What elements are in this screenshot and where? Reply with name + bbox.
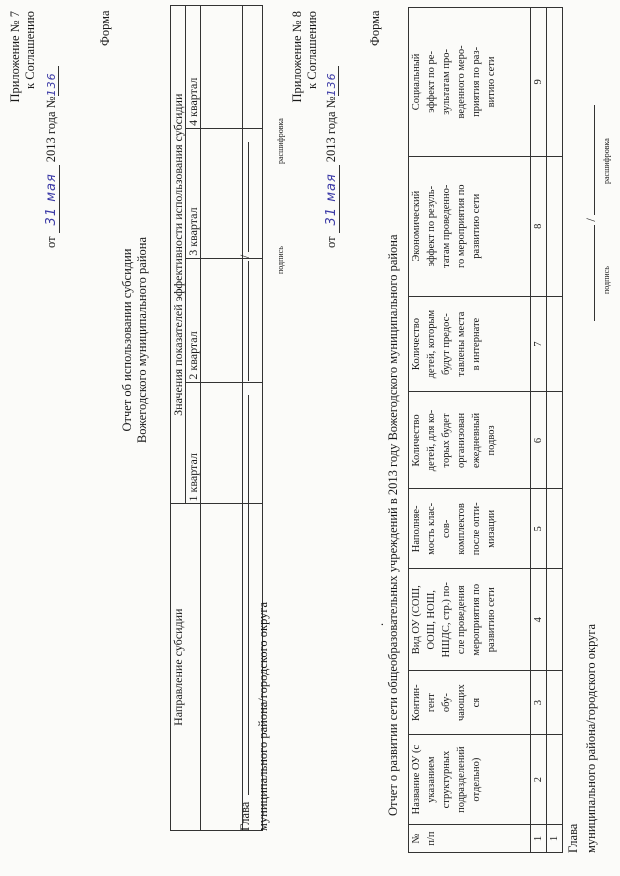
report2-header-cell — [409, 825, 531, 853]
appendix7-block — [8, 11, 38, 176]
report2-column-number: 5 — [531, 489, 547, 569]
report2-header-text: Вид ОУ (СОШ, — [411, 585, 422, 655]
report2-header-cell — [409, 392, 531, 489]
report2-cell — [547, 296, 563, 392]
report1-title-line1: Отчет об использовании субсидии — [120, 248, 134, 432]
report2-header-text: мероприятия по — [471, 583, 482, 656]
report2-cell — [547, 735, 563, 825]
report1-sign-rasshifrovka-line — [248, 142, 249, 252]
report2-column-number: 2 — [531, 735, 547, 825]
report2-header-text: детей, которым — [426, 309, 437, 379]
report2-header-text: в интернате — [471, 317, 482, 371]
report2-header-text: № — [411, 833, 422, 844]
appendix8-date — [324, 66, 340, 248]
report2-sign-head-line2: муниципального района/городского округа — [584, 623, 598, 853]
report2-sign-podpis: подпись — [602, 266, 611, 294]
report2-header-text: НШДС, стр.) по- — [441, 582, 452, 658]
report2-header-text: Социальный — [411, 53, 422, 111]
report2-column-number: 4 — [531, 569, 547, 671]
appendix8-line1: Приложение № 8 — [290, 11, 304, 103]
report1-signature — [238, 142, 253, 831]
report2-header-text: подвоз — [486, 425, 497, 456]
report2-header-text: подразделений — [456, 746, 467, 813]
report2-header-text: ООШ, НОШ, — [426, 590, 437, 650]
report1-header-q1: 1 квартал — [186, 382, 201, 504]
appendix7-line1: Приложение № 7 — [8, 11, 22, 103]
report2-title: Отчет о развитии сети общеобразовательных учреждений в 2013 году Вожегодского муниципального района — [386, 234, 400, 816]
report2-header-text: развитию сети — [486, 587, 497, 653]
report2-header-text: эффект по ре- — [426, 51, 437, 113]
report2-signature-line2 — [584, 105, 599, 853]
report2-header-text: будут предос- — [441, 313, 452, 375]
report2-header-text: зультатам про- — [441, 49, 452, 115]
report2-header-text: сле проведения — [456, 585, 467, 655]
appendix8-line2: к Соглашению — [305, 11, 319, 89]
report1-sign-podpis-line — [248, 261, 249, 381]
report1-header-values: Значения показателей эффективности использования субсидии — [171, 6, 186, 504]
report2-header-text: развитию сети — [471, 193, 482, 259]
report2-header-row — [409, 8, 531, 853]
report2-header-text: после опти- — [471, 502, 482, 556]
report2-header-text: мизации — [486, 509, 497, 548]
report1-header-q3: 3 квартал — [186, 128, 201, 258]
report1-cell — [201, 258, 243, 382]
report2-header-text: го мероприятия по — [456, 184, 467, 269]
report2-column-number: 6 — [531, 392, 547, 489]
report2-header-text: структурных — [441, 750, 452, 809]
report2-number-row — [531, 8, 547, 853]
report2-header-text: п/п — [426, 831, 437, 846]
report1-sign-podpis: подпись — [276, 246, 285, 274]
report2-dot: . — [372, 622, 386, 626]
report1-header-q2: 2 квартал — [186, 258, 201, 382]
report1-cell — [201, 504, 243, 831]
report1-cell — [201, 128, 243, 258]
report2-table — [408, 7, 563, 853]
report2-header-text: гент — [426, 693, 437, 713]
report2-header-text: организован — [456, 412, 467, 469]
report2-cell — [547, 489, 563, 569]
report2-header-text: приятия по раз- — [471, 46, 482, 117]
report2-sign-rasshifrovka-line — [594, 105, 595, 215]
report2-header-text: ся — [471, 697, 482, 708]
report2-header-cell — [409, 569, 531, 671]
report2-sign-podpis-line — [594, 225, 595, 321]
appendix8-block — [290, 11, 320, 176]
report2-data-row — [547, 8, 563, 853]
report2-sign-head: Глава — [566, 823, 580, 853]
report2-header-text: веденного меро- — [456, 45, 467, 119]
report2-header-text: обу- — [441, 693, 452, 713]
appendix8-forma: Форма — [368, 10, 382, 46]
report2-header-text: Название ОУ (с — [411, 744, 422, 815]
report2-header-text: эффект по резуль- — [426, 185, 437, 267]
report2-header-cell — [409, 735, 531, 825]
appendix8-from: от — [324, 236, 338, 248]
report2-cell — [547, 569, 563, 671]
report2-header-text: мость клас- — [426, 502, 437, 555]
appendix7-handwritten-number: 136 — [45, 66, 59, 96]
report2-header-text: детей, для ко- — [426, 409, 437, 472]
report1-cell — [201, 6, 243, 129]
appendix7-handwritten-date: 31 мая — [44, 165, 60, 233]
report2-header-cell — [409, 296, 531, 392]
report2-cell — [547, 671, 563, 735]
appendix7-line2: к Соглашению — [23, 11, 37, 89]
report2-header-text: чающих — [456, 684, 467, 722]
appendix7-forma: Форма — [98, 10, 112, 46]
report2-header-text: витию сети — [486, 56, 497, 108]
report2-header-text: Количество — [411, 414, 422, 467]
appendix8-handwritten-number: 136 — [325, 66, 339, 96]
report2-header-text: Количество — [411, 318, 422, 371]
report2-cell — [547, 8, 563, 157]
report2-header-text: отдельно) — [471, 757, 482, 802]
report2-header-text: указанием — [426, 756, 437, 803]
appendix8-handwritten-date: 31 мая — [324, 165, 340, 233]
report2-column-number: 7 — [531, 296, 547, 392]
report2-header-text: Контин- — [411, 684, 422, 721]
report2-header-text: комплектов — [456, 503, 467, 555]
report2-header-cell — [409, 489, 531, 569]
report2-header-text: ежедневный — [471, 412, 482, 469]
report2-header-text: сов- — [441, 519, 452, 539]
report2-sign-slash: / — [584, 218, 598, 222]
appendix8-year-no: 2013 года № — [324, 96, 338, 163]
report2-cell: 1 — [547, 825, 563, 853]
report1-sign-head: Глава — [238, 801, 252, 831]
report1-sign-head-line — [248, 395, 249, 795]
report2-sign-rasshifrovka: расшифровка — [602, 138, 611, 184]
report1-sign-rasshifrovka: расшифровка — [276, 118, 285, 164]
appendix7-date — [44, 66, 60, 248]
appendix7-year-no: 2013 года № — [44, 96, 58, 163]
report1-sign-slash: / — [238, 254, 252, 259]
report2-column-number: 9 — [531, 8, 547, 157]
report2-header-text: татам проведенно- — [441, 184, 452, 268]
report2-header-text: Наполняе- — [411, 505, 422, 553]
report1-title-line2: Вожегодского муниципального района — [135, 236, 149, 444]
report1-header-direction: Направление субсидии — [171, 504, 201, 831]
report2-column-number: 3 — [531, 671, 547, 735]
report1-sign-head-line2: муниципального района/городского округа — [256, 601, 270, 831]
report2-header-text: Экономический — [411, 190, 422, 262]
report2-cell — [547, 156, 563, 296]
report2-header-text: тавлены места — [456, 311, 467, 377]
appendix7-from: от — [44, 236, 58, 248]
report2-header-cell — [409, 671, 531, 735]
report2-signature — [566, 824, 581, 853]
report1-cell — [243, 6, 263, 129]
report2-header-cell — [409, 8, 531, 157]
report2-header-text: торых будет — [441, 413, 452, 468]
report2-cell — [547, 392, 563, 489]
report1-cell — [201, 382, 243, 504]
report2-column-number: 8 — [531, 156, 547, 296]
report1-header-q4: 4 квартал — [186, 6, 201, 129]
report2-column-number: 1 — [531, 825, 547, 853]
report2-header-cell — [409, 156, 531, 296]
